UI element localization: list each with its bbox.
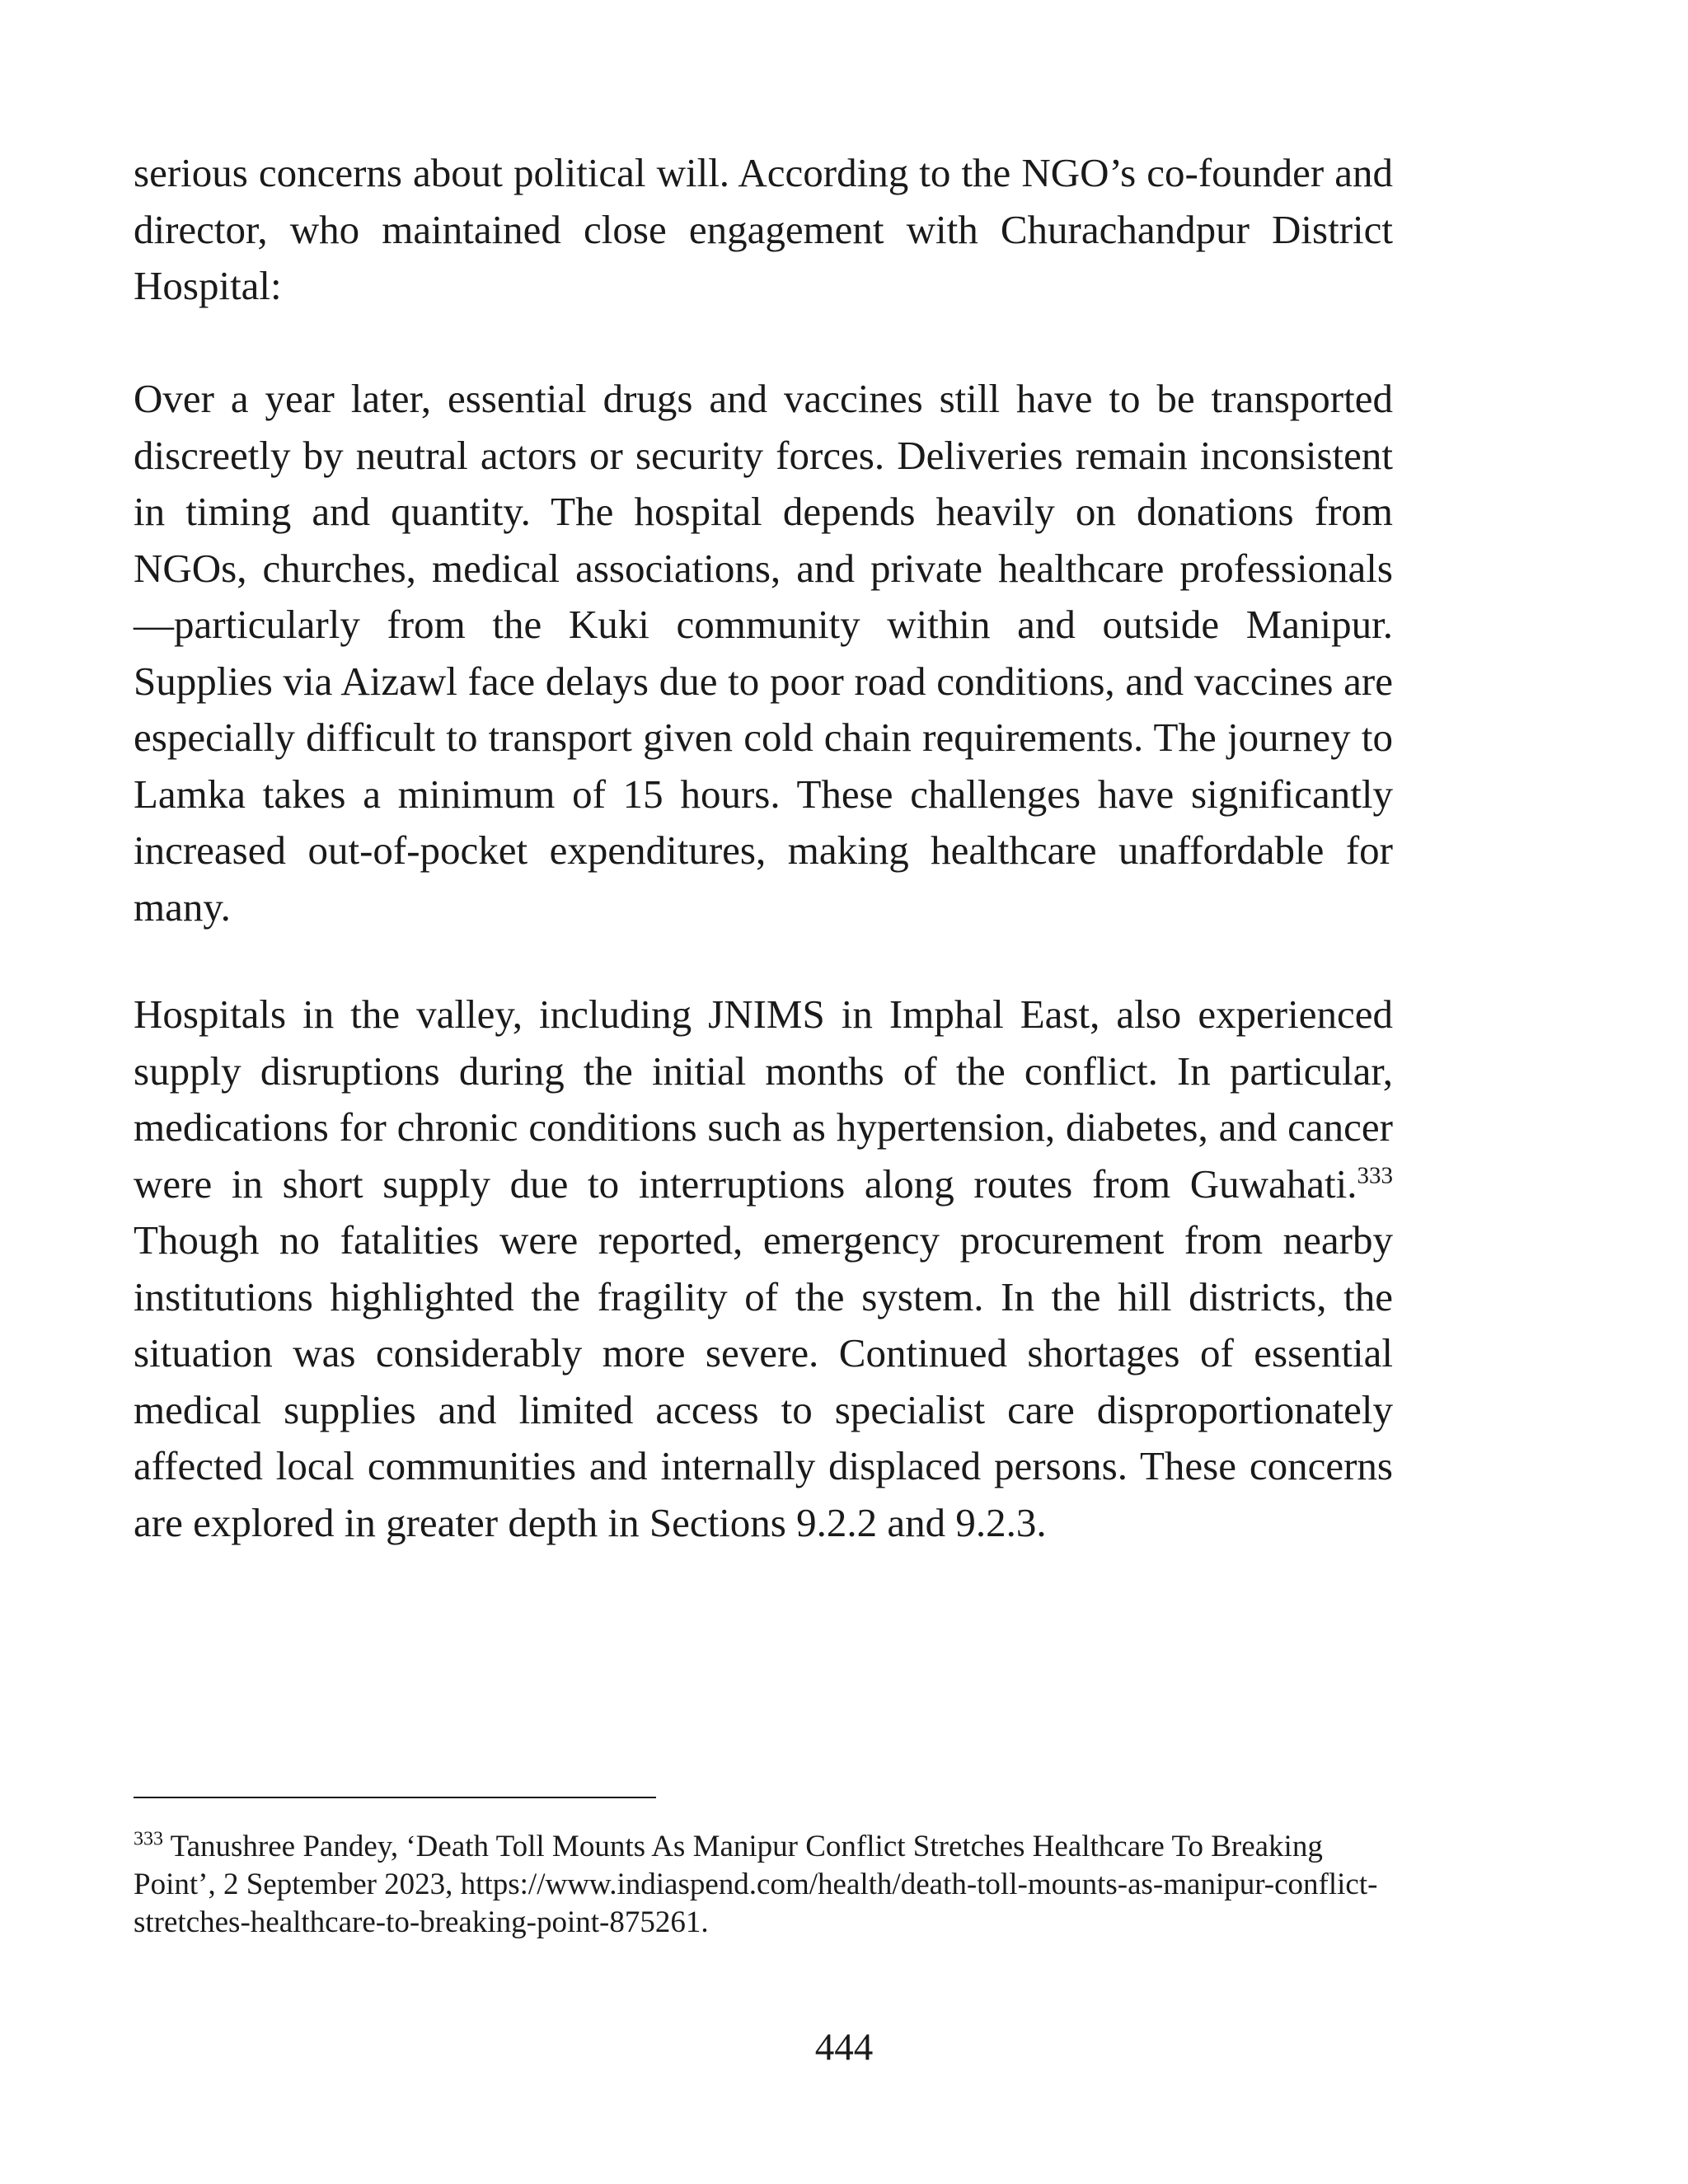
paragraph-text-after-ref: Though no fatalities were reported, emergency procurement from nearby institutions highlighted the fragility of the system. In the hill districts, the situation was considerably more severe. Continued shortages of essential medical supplies and limited access to specialist care disproportionately affected local communities and internally displaced persons. These concerns are explored in greater depth in Sections 9.2.2 and 9.2.3. (134, 1217, 1393, 1545)
paragraph-quote: Over a year later, essential drugs and vaccines still have to be transported discreetly by neutral actors or security forces. Deliveries remain inconsistent in timing and quantity. The hospital depends heavily on donations from NGOs, churches, medical associations, and private healthcare professionals—particularly from the Kuki community within and outside Manipur. Supplies via Aizawl face delays due to poor road conditions, and vaccines are especially difficult to transport given cold chain requirements. The journey to Lamka takes a minimum of 15 hours. These challenges have significantly increased out-of-pocket expenditures, making healthcare unaffordable for many. (134, 376, 1393, 930)
footnote-number: 333 (134, 1828, 163, 1850)
footnote-divider (134, 1797, 656, 1798)
page-number: 444 (814, 2026, 874, 2069)
paragraph-text-before-ref: Hospitals in the valley, including JNIMS in Imphal East, also experienced supply disruptions during the initial months of the conflict. In particular, medications for chronic conditions such as hypertension, diabetes, and cancer were in short supply due to interruptions along routes from Guwahati. (134, 991, 1393, 1207)
footnote-text: Tanushree Pandey, ‘Death Toll Mounts As Manipur Conflict Stretches Healthcare To Breaking Point’, 2 September 2023, https://www.indiaspend.com/health/death-toll-mounts-as-manipur-conflict-stretches-healthcare-to-breaking-point-875261. (134, 1830, 1378, 1939)
footnote (134, 1828, 1393, 1942)
paragraph-valley-hospitals (134, 987, 1393, 1551)
footnote-reference[interactable]: 333 (1357, 1162, 1393, 1189)
paragraph-intro: serious concerns about political will. According to the NGO’s co-founder and director, who maintained close engagement with Churachandpur District Hospital: (134, 150, 1393, 308)
